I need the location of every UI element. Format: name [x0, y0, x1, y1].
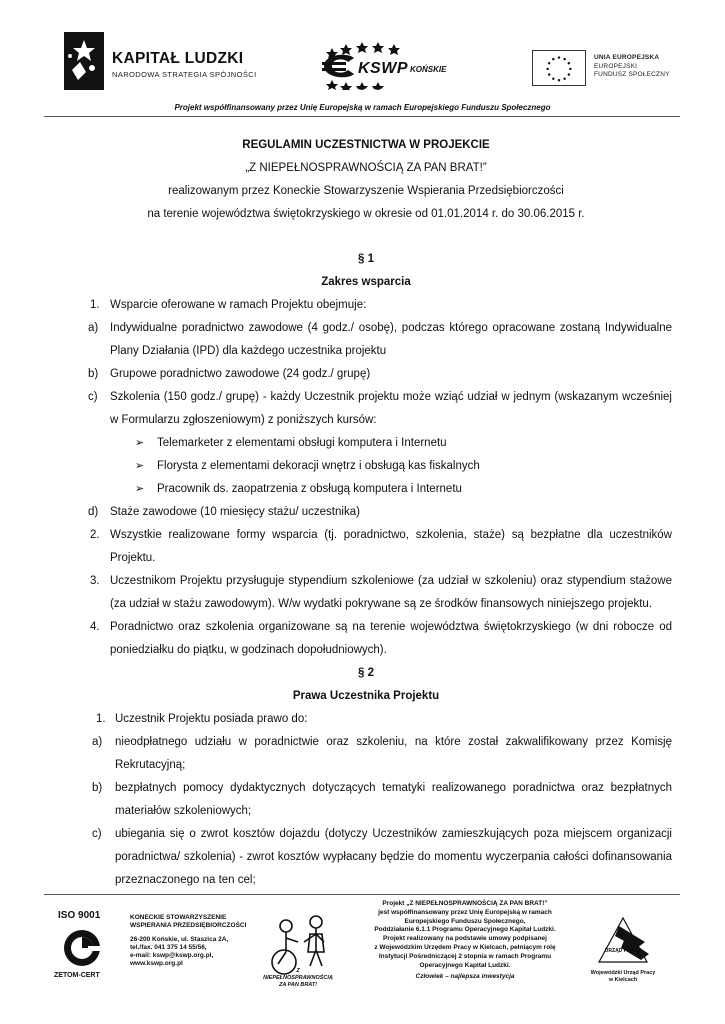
eu-logo — [532, 50, 692, 90]
list-item — [60, 386, 672, 432]
header-divider — [44, 116, 680, 117]
list-item — [60, 570, 672, 616]
eu-line1: UNIA EUROPEJSKA — [594, 54, 660, 61]
list-item — [60, 731, 672, 777]
project-info-line: Europejskiego Funduszu Społecznego, — [404, 917, 526, 925]
course-text: Florysta z elementami dekoracji wnętrz i obsługą kas fiskalnych — [157, 460, 480, 472]
zetom-cert-icon — [62, 928, 102, 968]
kapital-ludzki-title: KAPITAŁ LUDZKI — [112, 50, 244, 67]
wup-logo — [585, 912, 661, 992]
eu-line2: EUROPEJSKI — [594, 62, 638, 70]
list-text: Staże zawodowe (10 miesięcy stażu/ uczestnika) — [110, 506, 360, 518]
organization-address — [130, 914, 270, 968]
list-text: Uczestnik Projektu posiada prawo do: — [115, 713, 308, 725]
list-marker: d) — [88, 506, 99, 518]
list-text: Wszystkie realizowane formy wsparcia (tj. poradnictwo, szkolenia, staże) są bezpłatne dla uczestników Projektu. — [110, 529, 672, 564]
org-phone: tel./fax. 041 375 14 55/56, — [130, 944, 207, 951]
section1-number: § 1 — [358, 253, 374, 265]
kapital-ludzki-star-icon — [62, 32, 108, 92]
kswp-city: KOŃSKIE — [410, 65, 447, 74]
list-item — [60, 317, 672, 363]
org-email: e-mail: kswp@kswp.org.pl, — [130, 952, 214, 959]
list-text: ubiegania się o zwrot kosztów dojazdu (dotyczy Uczestników zamieszkujących poza miejscem organizacji poradnictwa/ szkolenia) - zwrot kosztów wypłacany będzie do momentu wyczerpania całości dofinansowania przeznaczonego na ten cel; — [115, 828, 672, 886]
project-info-line: Operacyjnego Kapitał Ludzki. — [419, 961, 511, 969]
arrow-bullet-icon: ➢ — [135, 483, 145, 495]
iso-title: ISO 9001 — [58, 910, 101, 921]
list-marker: 1. — [90, 299, 100, 311]
list-marker: c) — [92, 828, 102, 840]
project-info-line: Projekt realizowany na podstawie umowy podpisanej — [383, 935, 547, 943]
org-name-line1: KONECKIE STOWARZYSZENIE — [130, 914, 227, 921]
list-item — [60, 708, 672, 731]
org-name-line2: WSPIERANIA PRZEDSIĘBIORCZOŚCI — [130, 922, 247, 929]
list-marker: a) — [92, 736, 103, 748]
kswp-title: KSWP — [358, 60, 408, 77]
section1-heading: Zakres wsparcia — [321, 276, 411, 288]
list-item — [60, 294, 672, 317]
project-info — [350, 900, 580, 982]
project-info-line: Projekt „Z NIEPEŁNOSPRAWNOŚCIĄ ZA PAN BRAT!” — [382, 900, 548, 907]
list-text: bezpłatnych pomocy dydaktycznych dotyczących tematyki realizowanego poradnictwa oraz bezpłatnych materiałów szkoleniowych; — [115, 782, 672, 817]
wup-label: URZĄD PRACY — [604, 948, 642, 954]
list-item — [60, 823, 672, 892]
kswp-logo — [318, 40, 498, 90]
period-line: na terenie województwa świętokrzyskiego w okresie od 01.01.2014 r. do 30.06.2015 r. — [147, 208, 585, 220]
list-item — [60, 524, 672, 570]
project-name: „Z NIEPEŁNOSPRAWNOŚCIĄ ZA PAN BRAT!” — [245, 162, 487, 174]
footer-divider — [44, 894, 680, 895]
wup-caption — [585, 970, 661, 984]
wup-emblem-icon — [585, 912, 661, 968]
document-body — [60, 134, 672, 892]
list-text: nieodpłatnego udziału w poradnictwie oraz szkoleniu, na które został zakwalifikowany przez Komisję Rekrutacyjną; — [115, 736, 672, 771]
kswp-emblem-icon — [318, 40, 498, 90]
course-item — [60, 432, 672, 455]
list-text: Grupowe poradnictwo zawodowe (24 godz./ grupę) — [110, 368, 371, 380]
list-text: Uczestnikom Projektu przysługuje stypendium szkoleniowe (za udział w szkoleniu) oraz stypendium stażowe (za udział w stażu zawodowym). W/w wydatki pokrywane są ze środków finansowych niniejszego projektu. — [110, 575, 672, 610]
list-marker: a) — [88, 322, 99, 334]
iso-footer-text: ZETOM-CERT — [54, 972, 100, 979]
list-text: Szkolenia (150 godz./ grupę) - każdy Uczestnik projektu może wziąć udział w jednym (wskazanym wcześniej w Formularzu zgłoszeniowym) z poniższych kursów: — [110, 391, 672, 426]
fig-caption-line1: Z NIEPEŁNOSPRAWNOŚCIĄ — [263, 968, 333, 981]
course-item — [60, 478, 672, 501]
list-text: Poradnictwo oraz szkolenia organizowane są na terenie województwa świętokrzyskiego (w dni robocze od poniedziałku do piątku, w godzinach dopołudniowych). — [110, 621, 672, 656]
eu-flag-icon — [532, 50, 586, 86]
list-text: Wsparcie oferowane w ramach Projektu obejmuje: — [110, 299, 367, 311]
eu-logo-text — [594, 54, 670, 80]
list-marker: b) — [92, 782, 103, 794]
page-footer — [0, 888, 725, 1024]
kapital-ludzki-logo — [62, 32, 257, 92]
project-info-line: jest współfinansowany przez Unię Europejską w ramach — [378, 908, 552, 916]
iso-certificate-logo — [52, 910, 112, 990]
list-item — [60, 777, 672, 823]
section2-number: § 2 — [358, 667, 374, 679]
section2-heading: Prawa Uczestnika Projektu — [292, 690, 440, 702]
list-marker: 4. — [90, 621, 100, 633]
list-marker: c) — [88, 391, 98, 403]
course-item — [60, 455, 672, 478]
project-info-line: Poddziałanie 6.1.1 Programu Operacyjnego Kapitał Ludzki. — [374, 926, 556, 934]
list-item — [60, 363, 672, 386]
list-marker: 2. — [90, 529, 100, 541]
wup-caption-line1: Wojewódzki Urząd Pracy — [590, 970, 656, 976]
header-caption: Projekt współfinansowany przez Unię Europejską w ramach Europejskiego Funduszu Społecznego — [174, 103, 551, 112]
fig-caption-line2: ZA PAN BRAT! — [278, 982, 318, 988]
list-text: Indywidualne poradnictwo zawodowe (4 godz./ osobę), podczas którego opracowane zostaną Indywidualne Plany Działania (IPD) dla każdego uczestnika projektu — [110, 322, 672, 357]
list-marker: b) — [88, 368, 99, 380]
page-header — [0, 0, 725, 118]
project-info-line: Instytucji Pośredniczącej 2 stopnia w ramach Programu — [378, 952, 552, 960]
arrow-bullet-icon: ➢ — [135, 437, 145, 449]
list-item — [60, 501, 672, 524]
list-item — [60, 616, 672, 662]
course-text: Pracownik ds. zaopatrzenia z obsługą komputera i Internetu — [157, 483, 462, 495]
project-info-line: z Wojewódzkim Urzędem Pracy w Kielcach, pełniącym rolę — [374, 943, 556, 951]
list-marker: 1. — [96, 713, 106, 725]
kapital-ludzki-subtitle: NARODOWA STRATEGIA SPÓJNOŚCI — [112, 70, 257, 79]
eu-line3: FUNDUSZ SPOŁECZNY — [594, 71, 670, 78]
wup-caption-line2: w Kielcach — [608, 977, 638, 983]
org-address: 26-200 Końskie, ul. Staszica 2A, — [130, 936, 229, 943]
org-website: www.kswp.org.pl — [130, 960, 183, 967]
organizer-line: realizowanym przez Koneckie Stowarzyszenie Wspierania Przedsiębiorczości — [168, 185, 564, 197]
spacer — [60, 226, 672, 248]
project-figures-caption — [262, 968, 334, 989]
motto: Człowiek – najlepsza inwestycja — [415, 973, 515, 981]
course-text: Telemarketer z elementami obsługi komputera i Internetu — [157, 437, 447, 449]
list-marker: 3. — [90, 575, 100, 587]
document-title: REGULAMIN UCZESTNICTWA W PROJEKCIE — [242, 139, 490, 151]
arrow-bullet-icon: ➢ — [135, 460, 145, 472]
